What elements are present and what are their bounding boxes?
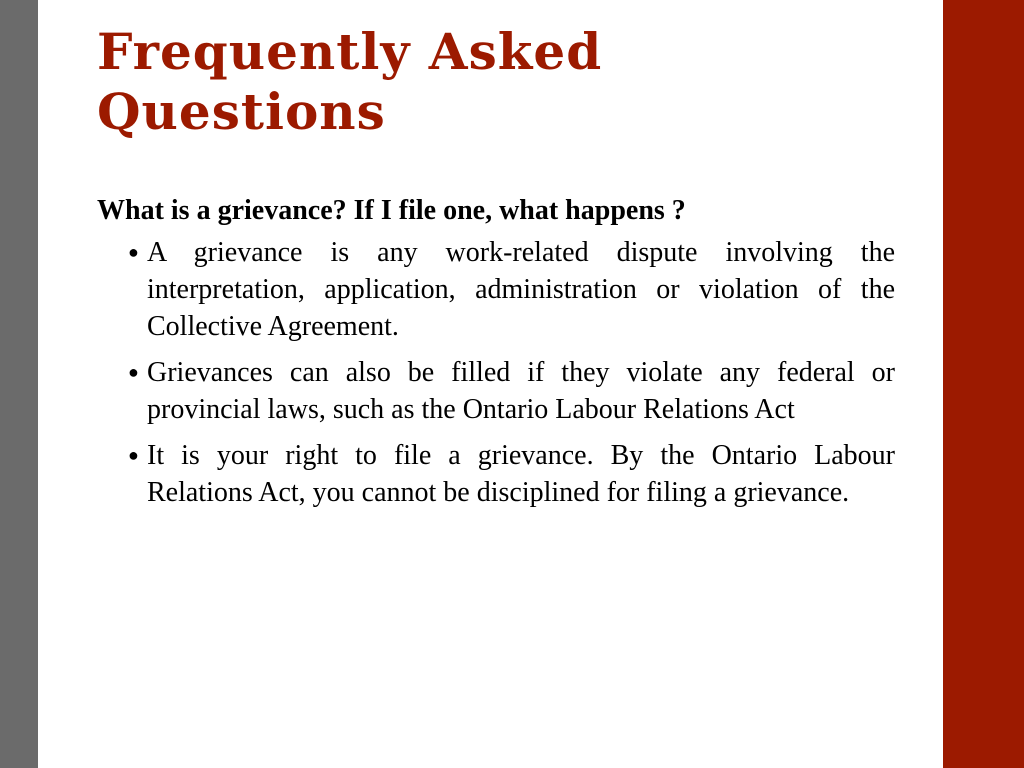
right-accent-bar	[943, 0, 1024, 768]
slide-title: Frequently Asked Questions	[97, 22, 603, 141]
bullet-dot-icon: ●	[128, 242, 139, 262]
bullet-dot-icon: ●	[128, 445, 139, 465]
question-heading: What is a grievance? If I file one, what happens ?	[97, 195, 686, 226]
slide-content	[97, 192, 895, 520]
bullet-item	[128, 234, 895, 345]
bullet-item	[128, 354, 895, 428]
bullet-item	[128, 437, 895, 511]
answer-bullet-list	[97, 234, 895, 511]
bullet-text: Grievances can also be filled if they violate any federal or provincial laws, such as the Ontario Labour Relations Act	[147, 357, 895, 425]
bullet-text: It is your right to file a grievance. By the Ontario Labour Relations Act, you cannot be disciplined for filing a grievance.	[147, 440, 895, 508]
bullet-text: A grievance is any work-related dispute involving the interpretation, application, administration or violation of the Collective Agreement.	[147, 237, 895, 342]
left-sidebar-bar	[0, 0, 38, 768]
bullet-dot-icon: ●	[128, 362, 139, 382]
